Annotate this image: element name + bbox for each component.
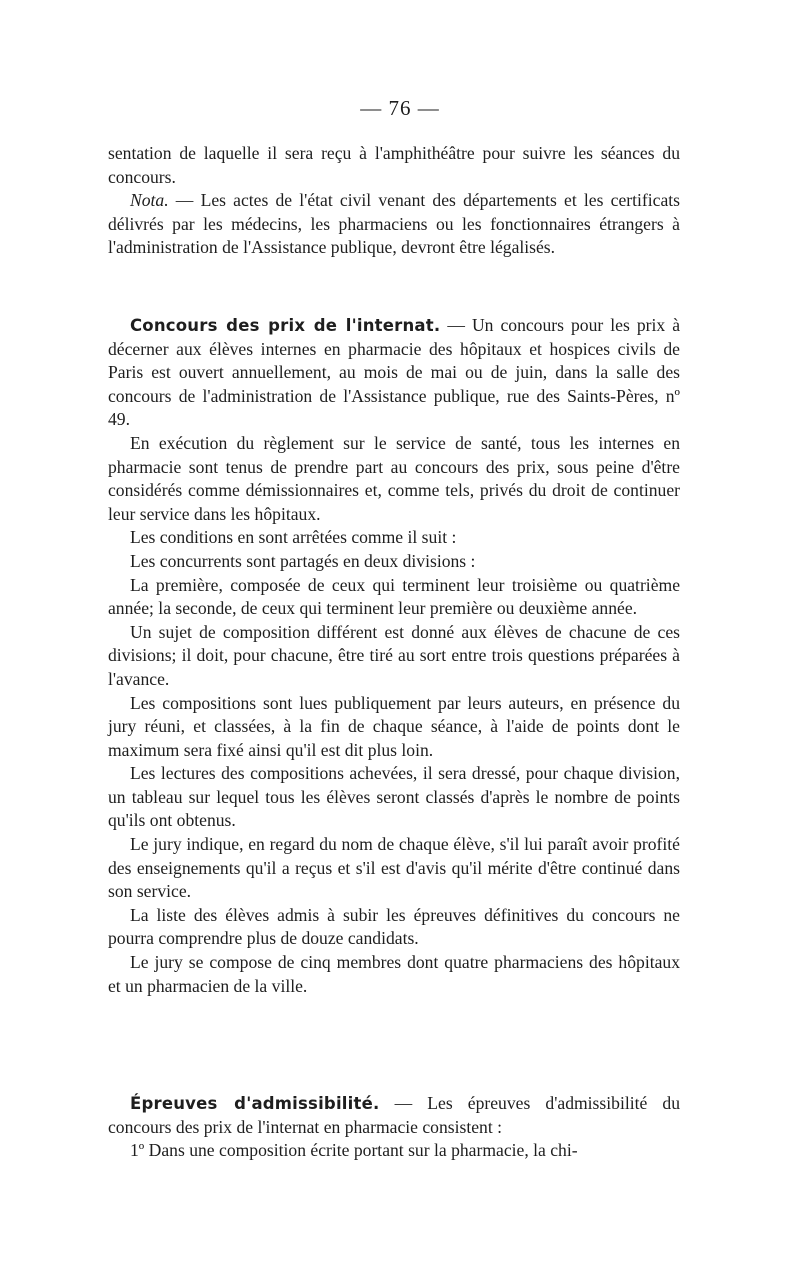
concours-paragraph: La première, composée de ceux qui terminent leur troisième ou quatrième année; la seconde, de ceux qui terminent leur première ou deuxième année. <box>108 574 680 619</box>
admissibilite-lead-text: — Les épreuves d'admissibilité du concours des prix de l'internat en pharmacie consistent : <box>108 1093 681 1137</box>
nota-text: — Les actes de l'état civil venant des départements et les certificats délivrés par les médecins, les pharmaciens ou les fonctionnaires étrangers à l'administration de l'Assistance publique, devront être légalisés. <box>108 190 680 258</box>
concours-paragraph: Les lectures des compositions achevées, il sera dressé, pour chaque division, un tableau sur lequel tous les élèves seront classés d'après le nombre de points qu'ils ont obtenus. <box>108 763 680 831</box>
admissibilite-section <box>108 1092 680 1163</box>
admissibilite-item-1: 1º Dans une composition écrite portant sur la pharmacie, la chi- <box>130 1140 578 1161</box>
concours-paragraph: Un sujet de composition différent est donné aux élèves de chacune de ces divisions; il doit, pour chacune, être tiré au sort entre trois questions préparées à l'avance. <box>108 621 680 689</box>
concours-paragraph: Le jury se compose de cinq membres dont quatre pharmaciens des hôpitaux et un pharmacien de la ville. <box>108 952 680 996</box>
concours-paragraph: Le jury indique, en regard du nom de chaque élève, s'il lui paraît avoir profité des enseignements qu'il a reçus et s'il est d'avis qu'il mérite d'être continué dans son service. <box>108 834 680 902</box>
admissibilite-heading: Épreuves d'admissibilité. <box>130 1094 380 1113</box>
intro-paragraph: sentation de laquelle il sera reçu à l'amphithéâtre pour suivre les séances du concours. <box>108 143 680 187</box>
nota-label: Nota. <box>130 190 169 211</box>
concours-paragraph: La liste des élèves admis à subir les épreuves définitives du concours ne pourra comprendre plus de douze candidats. <box>108 904 680 949</box>
concours-paragraph: Les concurrents sont partagés en deux divisions : <box>130 550 476 571</box>
nota-paragraph <box>108 189 680 260</box>
page-number: — 76 — <box>360 96 440 120</box>
concours-heading: Concours des prix de l'internat. <box>130 316 441 335</box>
concours-section <box>108 314 680 998</box>
concours-paragraph: En exécution du règlement sur le service de santé, tous les internes en pharmacie sont tenus de prendre part au concours des prix, sous peine d'être considérés comme démissionnaires et, comme tels, privés du droit de continuer leur service dans les hôpitaux. <box>108 432 680 524</box>
concours-lead-paragraph <box>108 314 680 432</box>
concours-paragraph: Les conditions en sont arrêtées comme il suit : <box>130 527 457 548</box>
intro-section <box>108 142 680 260</box>
concours-lead-text: — Un concours pour les prix à décerner aux élèves internes en pharmacie des hôpitaux et hospices civils de Paris est ouvert annuellement, au mois de mai ou de juin, dans la salle des concours de l'administration de l'Assistance publique, rue des Saints-Pères, nº 49. <box>108 315 680 430</box>
admissibilite-lead-paragraph <box>108 1092 680 1139</box>
concours-paragraph: Les compositions sont lues publiquement par leurs auteurs, en présence du jury réuni, et classées, à la fin de chaque séance, à l'aide de points dont le maximum sera fixé ainsi qu'il est dit plus loin. <box>108 692 680 760</box>
